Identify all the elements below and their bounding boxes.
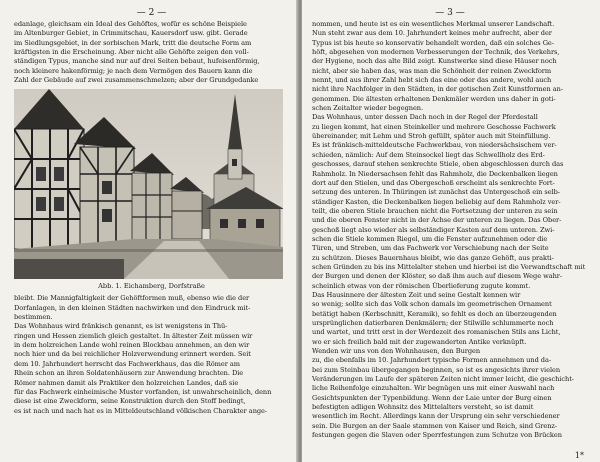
text-line: noch kleinere hakenförmig; je nach dem Vermögen des Bauern kann die [14,66,253,75]
text-line: nicht ihre Nachfolger in den Städten, in der gotischen Zeit Kunstformen an- [312,85,564,94]
text-line: kräftigsten in die Erscheinung. Aber nicht alle Gehöfte zeigen den voll- [14,48,249,57]
text-line: Dorfanlagen, in den kleinen Städten nachwirken und den Eindruck mit- [14,303,251,312]
text-line: dem 10. Jahrhundert herrscht das Fachwerkhaus, das die Römer am [14,359,240,368]
text-line: es ist nach und nach hat es in Mitteldeutschland völkischen Charakter ange- [14,406,268,415]
figure-caption: Abb. 1. Eichamberg, Dorfstraße [98,282,205,291]
text-line: bestimmen. [14,313,53,322]
text-line: Rhein schon an ihren Soldatenhäusern zur Anwendung brachten. Die [14,369,244,378]
signature-mark: 1* [574,451,584,460]
text-line: wo er sich freilich bald mit der zugewanderten Antike verknüpft. [312,337,527,346]
text-line: genommen. Die ältesten erhaltenen Denkmäler werden uns daher in goti- [312,94,556,103]
text-line: schen Gründen zu bis ins Mittelalter stehen und hierbei ist die Verwandtschaft mit [312,262,586,271]
text-line: diese ist eine Zweckform, seine Konstruktion durch den Stoff bedingt, [14,397,246,406]
text-line: edanlage, gleichsam ein Ideal des Gehöftes, wofür es schöne Beispiele [14,20,247,28]
text-line: befestigten adligen Wohnsitz des Mittelalters versteht, so ist damit [312,403,534,412]
text-line: so wenig; sollte sich das Volk schon damals im geometrischen Ornament [312,300,552,309]
text-line: wesentlich im Recht. Allerdings kann der Ursprung ein sehr verschiedener [312,412,560,421]
text-line: liche Reihenfolge einzuhalten. Wir begnügen uns mit einer Auswahl nach [312,384,555,393]
text-line: Nun steht zwar aus dem 10. Jahrhundert keines mehr aufrecht, aber der [312,29,552,38]
text-line: für das Fachwerk einheimische Muster vorfanden, ist unwahrscheinlich, denn [14,387,272,396]
left-top-text [14,20,289,85]
text-line: im Siedlungsgebiet, in der sorbischen Mark, tritt die deutsche Form am [14,38,252,47]
text-line: in dem holzreichen Lande wohl reinen Blockbau annehmen, an den wir [14,341,250,350]
text-line: setzung des unteren. In Thüringen ist zunächst das Untergeschoß ein selb- [312,188,560,197]
text-line: Zahl der Gebäude auf zwei zusammenschmelzen; aber der Grundgedanke [14,76,259,85]
village-street-illustration [14,89,283,279]
text-line: Rahmholz. In Niedersachsen fehlt das Rahmholz, die Deckenbalken liegen [312,169,558,178]
right-page [302,0,600,462]
text-line: Türen, und Streben, um das Fachwerk vor Verschiebung nach der Seite [312,244,549,253]
text-line: Das Wohnhaus, unter dessen Dach noch in der Regel der Pferdestall [312,113,538,122]
text-line: übereinander, mit Lehm und Stroh gefüllt, später auch mit Steinfüllung. [312,132,551,141]
text-line: und wartet, und tritt erst in der Werdezeit des romanischen Stils ans Licht, [312,328,561,337]
text-line: Das Wohnhaus wird fränkisch genannt, es ist wenigstens in Thü- [14,322,228,331]
text-line: geschoß liegt also wieder als selbständiger Kasten auf dem unteren. Zwi- [312,225,555,234]
text-line: Römer nahmen damit als Praktiker den holzreichen Landes, daß sie [14,378,239,387]
text-line: nicht, aber sie haben das, was man die Schönheit der reinen Zweckform [312,66,552,75]
text-line: geschosses, darauf stehen senkrechte Stiele, oben abgeschlossen durch das [312,160,564,169]
text-line: ständiger Kasten, die Deckenbalken liegen beliebig auf dem Rahmholz ver- [312,197,561,206]
text-line: Typus ist bis heute so konservativ behandelt worden, daß ein solches Ge- [312,38,554,47]
text-line: Das Hausinnere der ältesten Zeit und seine Gestalt kennen wir [312,290,521,299]
left-bottom-text [14,294,289,415]
right-page-number: — 3 — [435,8,465,18]
text-line: zu schützen. Dieses Bauernhaus bleibt, wie das ganze Gehöft, aus prakti- [312,253,554,262]
text-line: und die oberen Fenster nicht in der Achse der unteren zu liegen. Das Ober- [312,216,562,225]
text-line: ständigen Typus, manche sind nur auf drei Seiten bebaut, hufeisenförmig, [14,57,260,66]
right-text [312,20,588,440]
text-line: zu, die ebenfalls im 10. Jahrhundert typische Formen annehmen und da- [312,356,552,365]
text-line: Es ist fränkisch-mitteldeutsche Fachwerkbau, von niedersächsischem ver- [312,141,557,150]
text-line: teilt, die oberen Stiele brauchen nicht die Fortsetzung der unteren zu sein [312,206,558,215]
text-line: Wenden wir uns von den Wohnhausen, den Burgen [312,347,481,356]
text-line: der Burgen und denen der Klöster, so daß ihm auch auf diesem Wege wahr- [312,272,563,281]
text-line: sein. Die Burgen an der Saale stammen von Kaiser und Reich, sind Grenz- [312,421,558,430]
text-line: zu liegen kommt, hat einen Steinkeller und mehrere Geschosse Fachwerk [312,122,556,131]
village-street-photo [14,89,283,279]
left-page-number: — 2 — [136,8,167,18]
text-line: festungen gegen die Slaven oder Sperrfestungen zum Schutze von Brücken [312,431,562,440]
text-line: scheinlich etwas von der römischen Überlieferung zugute kommt. [312,281,531,290]
text-line: im Altenburger Gebiet, in Crimmitschau, Kauersdorf usw. gibt. Gerade [14,29,248,38]
text-line: ringen und Hessen ziemlich gleich gestaltet. In ältester Zeit müssen wir [14,331,253,340]
text-line: schen Zeitalter wieder begegnen. [312,104,424,113]
left-page [0,0,298,462]
text-line: schen die Stiele kommen Riegel, um die Fenster aufzunehmen oder die [312,234,548,243]
text-line: höft, abgesehen von modernen Verbesserungen der Technik, des Verkehrs, [312,48,560,57]
text-line: noch hier und da bei reichlicher Holzverwendung erinnert werden. Seit [14,350,251,359]
text-line: bei zum Steinbau übergegangen beginnen, so ist es angesichts ihrer vielen [312,365,561,374]
text-line: der Hygiene, noch das alte Bild zeigt. Kunstwerke sind diese Häuser noch [312,57,557,66]
text-line: bleibt. Die Mannigfaltigkeit der Gehöftformen muß, ebenso wie die der [14,294,250,303]
text-line: ursprünglichen datierbaren Denkmälern; der Stilwille schlummerte noch [312,319,554,327]
text-line: dort auf den Stielen, und das Obergeschoß erscheint als senkrechte Fort- [312,178,555,187]
text-line: betätigt haben (Kerbschnitt, Keramik), so fehlt es doch an überzeugenden [312,309,557,318]
text-line: Veränderungen im Laufe der späteren Zeiten nicht immer leicht, die geschicht- [312,375,574,384]
text-line: nommen, und heute ist es ein wesentliches Merkmal unserer Landschaft. [312,20,555,28]
text-line: nennt, und aus ihrer Zahl hebt sich das eine oder das andere, wohl auch [312,76,552,85]
text-line: Gesichtspunkten der Typenbildung. Wenn der Laie unter der Burg einen [312,393,552,402]
text-line: schieden, nämlich: Auf dem Steinsockel liegt das Schwellholz des Erd- [312,150,545,159]
